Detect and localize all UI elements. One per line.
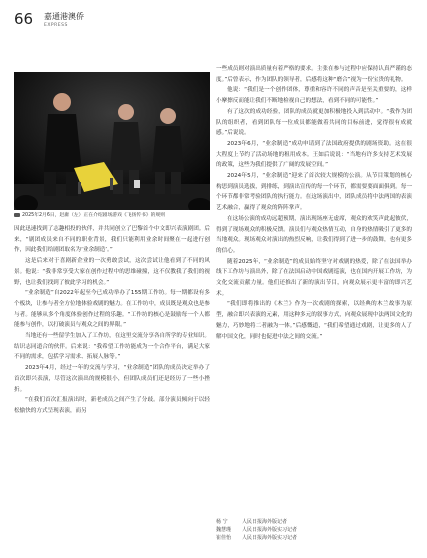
author-name: 杨 宁 (216, 519, 228, 525)
article-paragraph: 2024年5月，“业余制造”迎来了首次较大规模的公演。从节目策划的核心构思到演员选拔，到排练，到演出宣传的每一个环节，都需要要面面俱到。每一个环节都非常考验团队的执行能力。在这场演出中，团队成员将中法两国的表演艺术融合，赢得了观众的阵阵掌声。 (216, 173, 412, 212)
author-row (216, 518, 412, 526)
author-name: 魏慧瑾 (216, 527, 232, 533)
page-header (14, 8, 414, 38)
article-paragraph: 2023年4月，经过一年的交流与学习，“业余制造”团队的成员决定举办了首次即兴表演，尽管这次演出的规模很小，但团队成员们还是经历了一些小挫折。 (14, 365, 210, 393)
left-column (14, 224, 210, 417)
author-role: 人民日报海外版实习记者 (242, 535, 298, 541)
article-paragraph: “业余制造”自2022年起至今已成功举办了155期工作坊。每一期都设有多个板块，让参与者全方位地体验戏剧的魅力。在工作坊中，成员既是观众也是参与者。能够从多个角度体验创作过程的乐趣。“工作坊的核心是鼓励每一个人都能参与创作，以打破演员与观众之间的界限。” (14, 290, 210, 329)
stage-photo (14, 72, 210, 210)
article-paragraph: 他说：“我们是一个创作团体，尊重和容许不同的声音是至关重要的，这样小摩擦反而能让我们不断地检视自己的想法，看到不同的可能性。” (216, 87, 412, 105)
photo-caption-text: 2025年2月6日，赵庸（左）正在介绍剧场游戏《飞扬传书》的规则 (22, 213, 166, 218)
author-row (216, 534, 412, 542)
photo-caption (14, 212, 210, 219)
author-role: 人民日报海外版记者 (242, 519, 288, 525)
author-row (216, 526, 412, 534)
author-name: 崔佳怡 (216, 535, 232, 541)
article-paragraph: 有了这次的成功经验，团队的成员就更加积极地投入到活动中。“我作为团队的组织者，看到团队每一位成员都能做着共同的目标前进，觉得很有成就感。”后说说。 (216, 108, 412, 137)
author-credits (216, 518, 412, 542)
article-paragraph: 2023年6月，“业余制造”成功申请到了法国政府提供的剧场资助。这在很大程度上节约了活动场地的租用成本。王如后说说：“当地有许多支持艺术发展的政策，这些为我们提供了广阔的发展空间。” (216, 140, 412, 169)
article-paragraph: 在这场公演的成功远超预期，演出现场座无虚席，观众的欢笑声此起彼伏，得到了现场观众的积极反馈。演员们与观众热情互动，自身的热情吸引了更多的当地观众。现场观众对演出的热烈反响，让我们得到了进一步的鼓舞，也有更多的信心。 (216, 215, 412, 254)
page-number: 66 (14, 10, 34, 28)
author-role: 人民日报海外版实习记者 (242, 527, 298, 533)
publication-subtitle: EXPRESS (44, 23, 68, 28)
stage-photo-illustration (14, 72, 210, 210)
article-paragraph: 这是后来对于喜剧新企业的一次勇敢尝试，这次尝试让他看到了不同的风景。他说：“我非常享受大家在创作过程中的思维碰撞，这不仅教我了我们的视野，也让我们找到了彼此学习的机会。” (14, 258, 210, 286)
camera-icon (14, 213, 20, 217)
article-paragraph: “我们即将推出的《木兰》作为一次戏剧的探索，以经典的木兰故事为原型，融合即兴表演的元素，用这种多元的叙事方式，向观众展现中法两国文化的魅力，巧妙地将二者融为一体。”后感慨道，“我们希望通过戏剧，让更多的人了解中国文化，同时也促进中法之间的交流。” (216, 301, 412, 340)
article-paragraph: “在我们首次汇报演出时，新老成员之间产生了分歧。部分演员倾向于以轻松愉快的方式呈现表演，而另 (14, 397, 210, 414)
publication-name: 嘉通港澳侨 (44, 12, 84, 21)
article-paragraph: 一些成员则对演出质量有着严格的要求。主张在参与过程中应保持认真严谨的态度。”后曾表示，作为团队的领导者，后感将这种“磨合”视为一份宝贵的礼物。 (216, 66, 412, 83)
article-paragraph: 当地还有一些留学生加入了工作坊，在这里交流分享各自所学的专业知识。结识志同道合的伙伴。后来说：“我希望工作坊能成为一个合作平台，满足大家不同的需求，包括学习需求、拓展人脉等。” (14, 333, 210, 361)
right-column (216, 64, 412, 342)
article-paragraph: 随着2025年，“业余制造”的成员始终坚守对戏剧的热爱，除了在法国举办线下工作坊与演出外，除了在法国启动中国戏剧巡演，也在国内开展工作坊，为文化交流贡献力量。他们还推出了新的演出节目，向观众展示更丰富的即兴艺术。 (216, 258, 412, 297)
article-paragraph: 因此迅速找到了志趣相投的伙伴，并共同创立了巴黎首个中文即兴表演剧团。后来，“剧团成员来自不同的职业背景，我们只能利用业余时间聚在一起进行创作，因此我们给剧团取名为‘业余制造’。” (14, 226, 210, 254)
